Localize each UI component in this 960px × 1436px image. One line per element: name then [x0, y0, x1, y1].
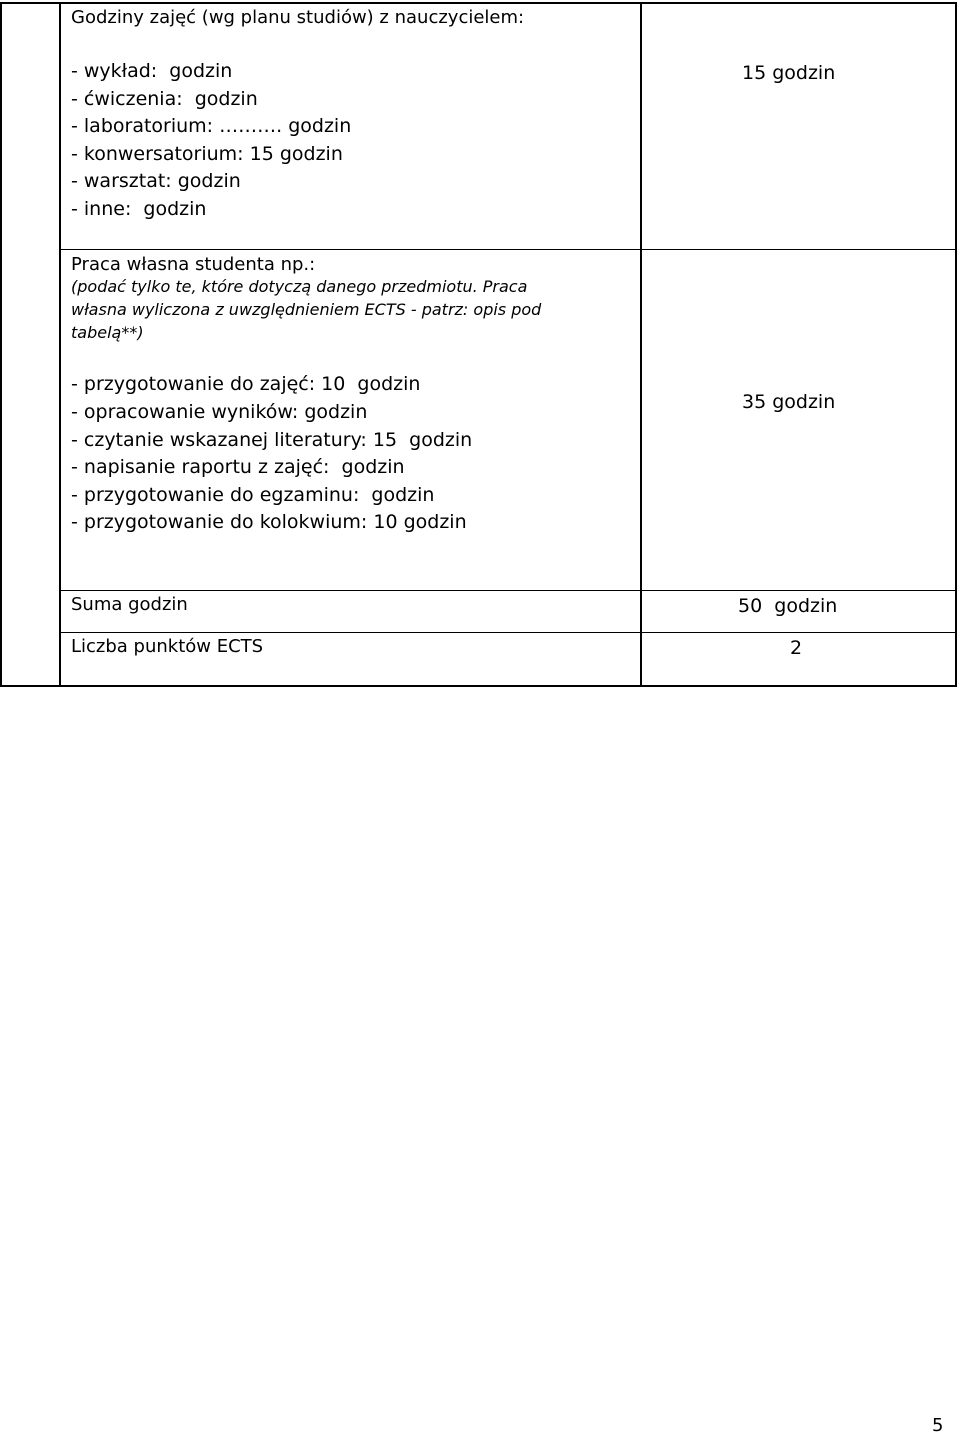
contact-hours-item: - laboratorium: ………. godzin	[71, 115, 352, 137]
ects-value: 2	[790, 637, 803, 659]
sum-value: 50 godzin	[738, 595, 838, 617]
sum-label: Suma godzin	[71, 594, 188, 615]
contact-hours-item: - inne: godzin	[71, 198, 207, 220]
table-border-top	[0, 2, 957, 4]
self-study-note-line: (podać tylko te, które dotyczą danego przedmiotu. Praca	[71, 277, 528, 296]
ects-label: Liczba punktów ECTS	[71, 636, 264, 657]
self-study-heading: Praca własna studenta np.:	[71, 254, 316, 275]
self-study-note-line: własna wyliczona z uwzględnieniem ECTS - patrz: opis pod	[71, 300, 542, 319]
table-border-left	[0, 2, 2, 687]
table-row-divider-1	[59, 249, 957, 250]
table-row-divider-3	[59, 632, 957, 633]
self-study-item: - przygotowanie do zajęć: 10 godzin	[71, 373, 421, 395]
contact-hours-total: 15 godzin	[742, 62, 836, 84]
page-number: 5	[932, 1415, 944, 1436]
self-study-item: - czytanie wskazanej literatury: 15 godzin	[71, 429, 473, 451]
table-border-bottom	[0, 685, 957, 687]
self-study-note-line: tabelą**)	[71, 323, 144, 342]
contact-hours-heading: Godziny zajęć (wg planu studiów) z nauczycielem:	[71, 7, 525, 28]
table-divider-value-column	[640, 2, 642, 687]
self-study-total: 35 godzin	[742, 391, 836, 413]
self-study-item: - przygotowanie do kolokwium: 10 godzin	[71, 511, 467, 533]
contact-hours-item: - wykład: godzin	[71, 60, 233, 82]
self-study-item: - opracowanie wyników: godzin	[71, 401, 368, 423]
contact-hours-item: - konwersatorium: 15 godzin	[71, 143, 343, 165]
contact-hours-item: - warsztat: godzin	[71, 170, 241, 192]
self-study-item: - napisanie raportu z zajęć: godzin	[71, 456, 405, 478]
table-row-divider-2	[59, 590, 957, 591]
contact-hours-item: - ćwiczenia: godzin	[71, 88, 258, 110]
table-divider-first-column	[59, 2, 61, 687]
self-study-item: - przygotowanie do egzaminu: godzin	[71, 484, 435, 506]
table-border-right	[955, 2, 957, 687]
